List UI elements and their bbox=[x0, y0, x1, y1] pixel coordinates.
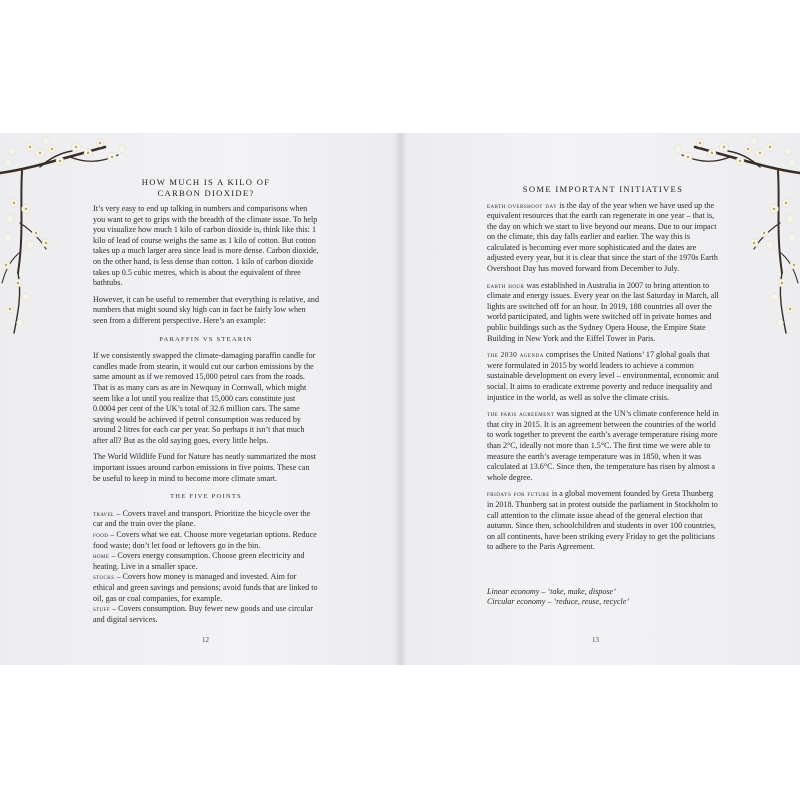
book-spread bbox=[0, 133, 800, 665]
initiative-text: is a global movement founded by Greta Thunberg in 2018. Thunberg sat in protest outside the parliament in Stockholm to call attention to the climate issue ahead of the general election that autumn. Since then, schoolchildren and students in over 100 countries, on all continents, have been striking every Friday to get the politicians to adhere to the Paris Agreement. bbox=[487, 489, 718, 552]
initiative-item bbox=[487, 201, 719, 275]
point-text: – Covers energy consumption. Choose green electricity and heating. Live in a smaller space. bbox=[93, 551, 305, 571]
note-linear: Linear economy – ‘take, make, dispose’ bbox=[487, 586, 616, 596]
initiative-text: was signed at the UN’s climate conference held in that city in 2015. It is an agreement between the countries of the world to work together to prevent the earth’s average temperature rising more than 2°C, ideally not more than 1.5°C. The first time we were able to measure the earth’s average temperature was in 1850, when it was calculated at 13.6°C. Since then, the temperature has risen by almost a whole degree. bbox=[487, 409, 719, 482]
list-item bbox=[93, 572, 319, 604]
initiative-label: the paris agreement bbox=[487, 409, 555, 419]
list-item bbox=[93, 604, 319, 625]
five-points-list bbox=[93, 509, 319, 626]
initiative-label: fridays for future bbox=[487, 489, 550, 499]
subhead-paraffin: PARAFFIN VS STEARIN bbox=[159, 335, 253, 343]
subhead-five-points: THE FIVE POINTS bbox=[170, 493, 242, 501]
economy-notes bbox=[487, 587, 719, 608]
initiative-item bbox=[487, 281, 719, 345]
paragraph-paraffin: If we consistently swapped the climate-damaging paraffin candle for candles made from stearin, it would cut our carbon emissions by the same amount as if we removed 15,000 petrol cars from the roads. That is as many cars as are in Newquay in Cornwall, which might seem like a lot until you realize that 15,000 cars constitute just 0.0004 per cent of the UK’s total of 32.6 million cars. The same saving would be achieved if petrol consumption was reduced by around 2 litres for each car per year. So perhaps it isn’t that much after all? But as the old saying goes, every little helps. bbox=[93, 351, 316, 445]
initiative-item bbox=[487, 350, 719, 403]
paragraph-wwf: The World Wildlife Fund for Nature has neatly summarized the most important issues around carbon emissions in five points. These can be useful to keep in mind to become more climate smart. bbox=[93, 452, 317, 483]
note-circular: Circular economy – ‘reduce, reuse, recycle’ bbox=[487, 597, 629, 607]
initiative-label: earth overshoot day bbox=[487, 200, 558, 210]
point-text: – Covers how money is managed and invested. Aim for ethical and green savings and pensions; avoid funds that are linked to oil, gas or coal companies, for example. bbox=[93, 572, 318, 603]
point-label: home bbox=[93, 551, 110, 561]
point-text: – Covers travel and transport. Prioritize the bicycle over the car and the train over the plane. bbox=[93, 508, 311, 529]
right-text-column bbox=[487, 184, 719, 608]
point-label: stuff bbox=[93, 604, 111, 614]
initiative-text: is the day of the year when we have used up the equivalent resources that the earth can regenerate in one year – that is, the day on which we start to live beyond our means. Due to our impact on the climate, this day falls earlier and earlier. The way this is calculated is becoming ever more sophisticated and the dates are adjusted every year, but it is clear that since the start of the 1970s Earth Overshoot Day has moved forward from December to July. bbox=[487, 200, 718, 274]
initiative-label: earth hour bbox=[487, 280, 525, 290]
heading-line-1: HOW MUCH IS A KILO OF bbox=[141, 177, 271, 187]
list-item bbox=[93, 551, 319, 572]
list-item bbox=[93, 509, 319, 530]
list-item bbox=[93, 530, 319, 551]
initiative-text: comprises the United Nations’ 17 global goals that were formulated in 2015 by world leaders to achieve a common sustainable development on every level – environmental, economic and social. It aims to eradicate extreme poverty and reduce inequality and injustice in the world, as well as solve the climate crisis. bbox=[487, 350, 719, 402]
point-text: – Covers what we eat. Choose more vegetarian options. Reduce food waste; don’t let food or leftovers go in the bin. bbox=[93, 530, 317, 550]
point-text: – Covers consumption. Buy fewer new goods and use circular and digital services. bbox=[93, 604, 313, 624]
right-page bbox=[402, 133, 800, 665]
left-page bbox=[0, 133, 398, 665]
page-number-right: 13 bbox=[592, 636, 599, 644]
point-label: food bbox=[93, 530, 109, 540]
right-page-heading: SOME IMPORTANT INITIATIVES bbox=[522, 184, 684, 194]
left-text-column bbox=[93, 177, 319, 625]
paragraph-relative: However, it can be useful to remember that everything is relative, and numbers that might sound sky high can in fact be fairly low when seen from a different perspective. Here’s an example: bbox=[93, 294, 319, 325]
initiative-item bbox=[487, 409, 719, 483]
left-page-heading bbox=[93, 177, 319, 198]
heading-line-2: CARBON DIOXIDE? bbox=[157, 187, 255, 198]
paragraph-kilo: It’s very easy to end up talking in numbers and comparisons when you want to get to grips with the breadth of the climate issue. To help you visualize how much 1 kilo of carbon dioxide is, think like this: 1 kilo of lead of course weighs the same as 1 kilo of cotton. But cotton takes up a much larger area since lead is more dense. Carbon dioxide, on the other hand, is less dense than cotton. 1 kilo of carbon dioxide takes up 0.5 cubic metres, which is about the equivalent of three bathtubs. bbox=[93, 204, 319, 288]
point-label: stocks bbox=[93, 572, 115, 582]
page-number-left: 12 bbox=[202, 636, 209, 644]
initiative-text: was established in Australia in 2007 to bring attention to climate and energy issues. Every year on the last Saturday in March, all lights are switched off for an hour. In 2019, 188 countries all over the world participated, and lights were switched off in private homes and public buildings such as the Sydney Opera House, the Empire State Building in New York and the Eiffel Tower in Paris. bbox=[487, 280, 719, 343]
initiative-label: the 2030 agenda bbox=[487, 350, 544, 360]
initiative-item bbox=[487, 489, 719, 553]
point-label: travel bbox=[93, 508, 115, 518]
